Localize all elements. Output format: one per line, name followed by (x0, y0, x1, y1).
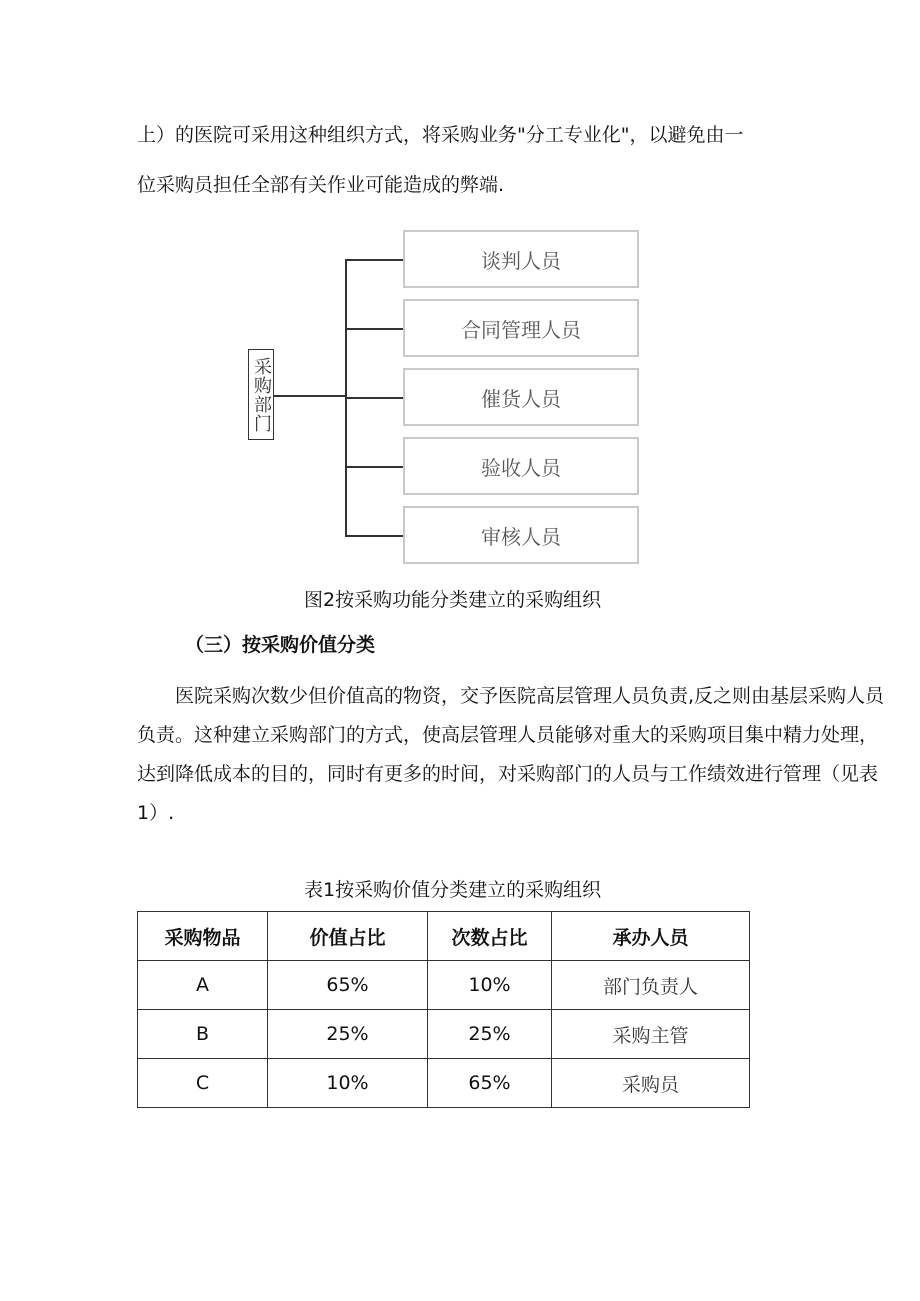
table-cell-handler: 采购员 (552, 1059, 750, 1108)
org-connector (345, 259, 403, 261)
org-connector (345, 397, 403, 399)
org-connector-root (274, 395, 345, 397)
table-cell-frequency-share: 25% (428, 1010, 552, 1059)
body-paragraph (137, 677, 920, 833)
org-box-inspector: 验收人员 (403, 437, 639, 495)
column-header: 承办人员 (552, 912, 750, 961)
body-line-4: 1）. (137, 802, 175, 824)
table-cell-value-share: 10% (268, 1059, 428, 1108)
table-row (138, 961, 750, 1010)
org-root-procurement-dept: 采购部门 (248, 349, 274, 440)
table-cell-frequency-share: 65% (428, 1059, 552, 1108)
table-cell-handler: 部门负责人 (552, 961, 750, 1010)
body-line-1: 医院采购次数少但价值高的物资，交予医院高层管理人员负责,反之则由基层采购人员 (137, 685, 885, 707)
org-box-auditor: 审核人员 (403, 506, 639, 564)
org-connector (345, 466, 403, 468)
column-header: 次数占比 (428, 912, 552, 961)
table-cell-item: A (138, 961, 268, 1010)
column-header: 价值占比 (268, 912, 428, 961)
org-connector (345, 328, 403, 330)
table-caption: 表1按采购价值分类建立的采购组织 (304, 879, 602, 901)
section-heading: （三）按采购价值分类 (185, 634, 376, 656)
table-cell-frequency-share: 10% (428, 961, 552, 1010)
table-header-row (138, 912, 750, 961)
table-row (138, 1010, 750, 1059)
column-header: 采购物品 (138, 912, 268, 961)
org-connector (345, 535, 403, 537)
table-cell-item: C (138, 1059, 268, 1108)
table-row (138, 1059, 750, 1108)
intro-line-2: 位采购员担任全部有关作业可能造成的弊端. (137, 174, 505, 196)
body-line-3: 达到降低成本的目的，同时有更多的时间，对采购部门的人员与工作绩效进行管理（见表 (137, 763, 879, 785)
table-cell-item: B (138, 1010, 268, 1059)
body-line-2: 负责。这种建立采购部门的方式，使高层管理人员能够对重大的采购项目集中精力处理， (137, 724, 879, 746)
intro-line-1: 上）的医院可采用这种组织方式，将采购业务"分工专业化"，以避免由一 (137, 124, 744, 146)
org-box-contract-manager: 合同管理人员 (403, 299, 639, 357)
value-table (137, 911, 750, 1108)
table-cell-value-share: 25% (268, 1010, 428, 1059)
org-box-negotiator: 谈判人员 (403, 230, 639, 288)
table-cell-value-share: 65% (268, 961, 428, 1010)
table-cell-handler: 采购主管 (552, 1010, 750, 1059)
figure-caption: 图2按采购功能分类建立的采购组织 (304, 589, 602, 611)
org-box-expediter: 催货人员 (403, 368, 639, 426)
